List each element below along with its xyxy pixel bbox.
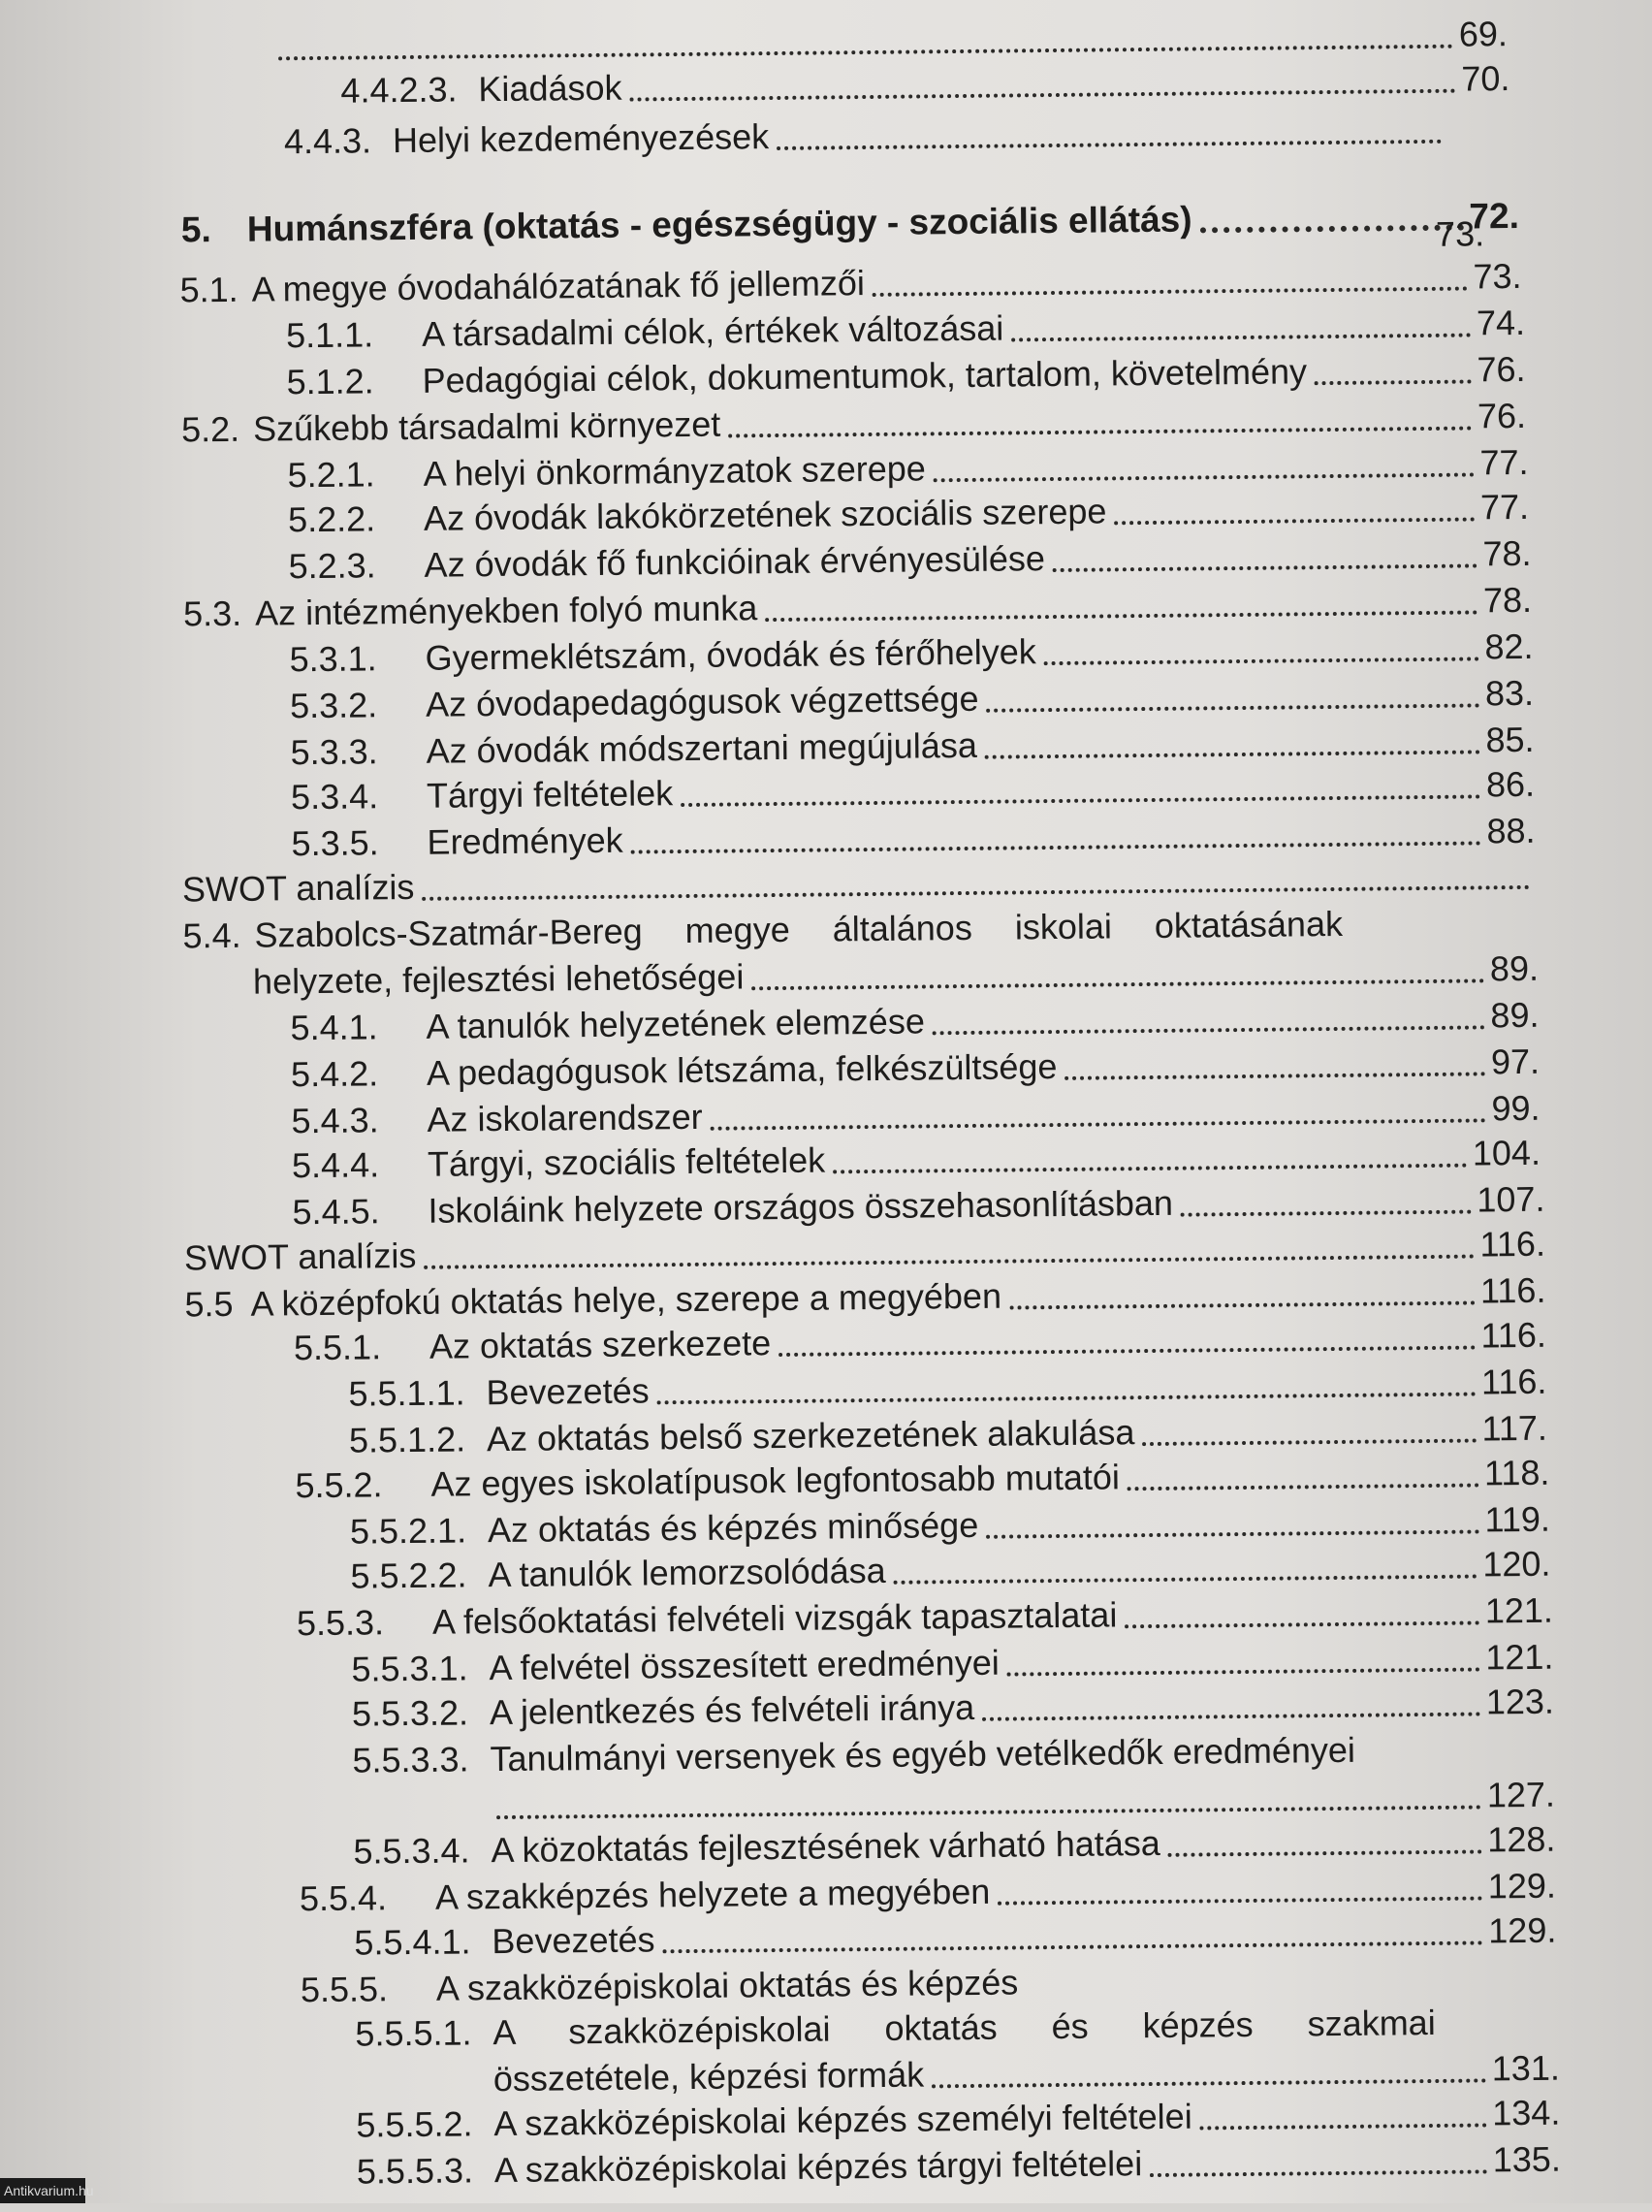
entry-number: 5.1. [179, 269, 238, 310]
entry-title: helyzete, fejlesztési lehetőségei [252, 956, 745, 1002]
entry-title: Eredmények [427, 819, 623, 862]
entry-number: 5.4. [182, 914, 241, 956]
entry-number: 5.5.5. [300, 1969, 389, 2010]
entry-title: Szabolcs-Szatmár-Bereg megye általános iskolai oktatásának [254, 903, 1344, 955]
entry-title: A felsőoktatási felvételi vizsgák tapasztalatai [431, 1594, 1118, 1642]
entry-title: Pedagógiai célok, dokumentumok, tartalom, követelmény [422, 351, 1308, 401]
page-number: 129. [1488, 1909, 1557, 1951]
entry-number: 5.3.5. [291, 822, 379, 864]
page-number: 128. [1487, 1818, 1556, 1860]
entry-number: 5.5.1. [293, 1327, 382, 1368]
entry-title: A helyi önkormányzatok szerepe [423, 448, 927, 494]
entry-number: 5.5.5.3. [356, 2150, 474, 2192]
page-number: 77. [1479, 486, 1530, 528]
entry-number: 5.5.2.2. [350, 1555, 467, 1596]
entry-title: Az óvodapedagógusok végzettsége [425, 678, 979, 724]
page-number: 129. [1487, 1865, 1557, 1907]
entry-number: 5.3.4. [290, 776, 379, 817]
page-number: 99. [1491, 1087, 1541, 1129]
entry-number: 5.4.1. [290, 1007, 378, 1048]
entry-number: 4.4.3. [283, 120, 372, 162]
entry-title: A közoktatás fejlesztésének várható hatása [491, 1822, 1161, 1871]
page-number: 86. [1485, 763, 1536, 805]
page-number: 76. [1477, 348, 1526, 390]
entry-number: 5.5.2. [295, 1464, 383, 1506]
leader-dots [777, 140, 1442, 150]
entry-title: A szakközépiskolai képzés személyi feltételei [493, 2096, 1192, 2144]
entry-title: A megye óvodahálózatának fő jellemzői [251, 263, 866, 309]
page-number: 123. [1485, 1681, 1555, 1722]
entry-title: A tanulók helyzetének elemzése [426, 1001, 926, 1046]
leader-dots [630, 89, 1456, 102]
entry-number: 5.5.3.2. [351, 1692, 469, 1734]
page-number: 117. [1481, 1407, 1548, 1449]
entry-number: 5.5.4.1. [354, 1921, 471, 1963]
entry-title: A középfokú oktatás helye, szerepe a megyében [250, 1275, 1002, 1324]
page-number: 116. [1480, 1314, 1547, 1356]
page-number: 89. [1489, 947, 1540, 989]
page-number: 121. [1484, 1589, 1554, 1631]
entry-title: Az iskolarendszer [427, 1096, 703, 1139]
toc-entry [1436, 205, 1523, 252]
entry-title: A szakközépiskolai oktatás és képzés [435, 1962, 1019, 2008]
entry-title: Az oktatás belső szerkezetének alakulása [486, 1412, 1135, 1459]
page-number: 85. [1485, 719, 1535, 760]
entry-title: Az óvodák módszertani megújulása [426, 724, 978, 771]
entry-number: 5.2.1. [287, 454, 375, 496]
entry-number: 5.5.4. [299, 1877, 388, 1919]
page-number: 70. [1461, 58, 1510, 99]
page-number: 78. [1482, 579, 1533, 621]
entry-title: A jelentkezés és felvételi iránya [489, 1686, 975, 1733]
page-number: 69. [1458, 14, 1509, 54]
entry-number: 5.3. [182, 593, 242, 634]
entry-number: 5.5.5.2. [356, 2103, 473, 2145]
page-number: 77. [1479, 441, 1529, 483]
entry-number: 5.5 [184, 1283, 234, 1325]
entry-title: Kiadások [478, 67, 622, 110]
entry-title: A tanulók lemorzsolódása [488, 1550, 886, 1595]
entry-title: Az oktatás szerkezete [429, 1323, 772, 1366]
page-number: 127. [1486, 1774, 1556, 1815]
leader-dots [1315, 379, 1472, 385]
leader-dots [1114, 517, 1475, 525]
entry-number: 5.1.2. [286, 361, 374, 402]
entry-title: Az óvodák lakókörzetének szociális szerepe [423, 491, 1107, 538]
page-number: 121. [1485, 1636, 1554, 1678]
leader-dots [1200, 225, 1464, 234]
entry-number: 5.5.5.1. [355, 2012, 472, 2054]
entry-number: 4.4.2.3. [340, 69, 458, 111]
entry-title: Humánszféra (oktatás - egészségügy - szociális ellátás) [246, 199, 1192, 249]
leader-dots [1125, 1620, 1479, 1628]
entry-number: 5.1.1. [285, 314, 374, 356]
entry-title: SWOT analízis [183, 1234, 417, 1278]
entry-title: A szakképzés helyzete a megyében [434, 1871, 991, 1917]
entry-title: A pedagógusok létszáma, felkészültsége [426, 1046, 1058, 1093]
entry-number: 5.3.1. [289, 638, 377, 680]
entry-number: 5.4.3. [291, 1100, 379, 1141]
page-number: 89. [1490, 994, 1540, 1036]
leader-dots [1065, 1072, 1486, 1080]
page-number: 134. [1492, 2092, 1561, 2133]
entry-title: Az oktatás és képzés minősége [487, 1504, 979, 1551]
leader-dots [1128, 1483, 1478, 1491]
page-number: 119. [1484, 1498, 1551, 1540]
entry-number: 5.3.2. [289, 685, 378, 726]
page-number: 73. [1473, 255, 1522, 297]
page-number: 116. [1480, 1361, 1547, 1402]
entry-title: A szakközépiskolai oktatás és képzés szakmai [492, 2002, 1436, 2053]
leader-dots [1053, 563, 1477, 572]
entry-title: A felvétel összesített eredményei [489, 1642, 1000, 1688]
entry-title: Gyermeklétszám, óvodák és férőhelyek [425, 631, 1037, 678]
entry-title: Helyi kezdeményezések [392, 116, 770, 161]
entry-title: Az intézményekben folyó munka [254, 588, 758, 633]
entry-title: SWOT analízis [181, 866, 415, 910]
entry-title: Tárgyi, szociális feltételek [427, 1139, 826, 1184]
entry-number: 5.5.3.4. [353, 1830, 470, 1872]
page-number: 116. [1479, 1269, 1546, 1311]
leader-dots [1044, 657, 1479, 665]
toc-chapter [180, 187, 1520, 250]
entry-number: 5.5.3.3. [352, 1739, 469, 1780]
entry-number: 5.4.5. [292, 1191, 380, 1233]
leader-dots [1200, 2123, 1487, 2130]
page-number: 120. [1482, 1543, 1551, 1585]
entry-number: 5.5.1.2. [348, 1419, 466, 1460]
page-number: 116. [1479, 1223, 1546, 1265]
page-number: 72. [1469, 195, 1520, 237]
entry-title: Iskoláink helyzete országos összehasonlításban [428, 1182, 1174, 1231]
entry-title: A társadalmi célok, értékek változásai [421, 307, 1004, 354]
entry-number: 5.4.2. [290, 1053, 379, 1095]
page-number: 83. [1484, 672, 1535, 714]
entry-number: 5.3.3. [290, 731, 378, 773]
entry-title: Bevezetés [492, 1919, 655, 1962]
page-number: 82. [1484, 625, 1534, 667]
entry-number: 5.5.3. [296, 1602, 385, 1644]
entry-title: összetétele, képzési formák [492, 2054, 925, 2100]
entry-number: 5.5.2.1. [349, 1510, 467, 1552]
entry-title: Szűkebb társadalmi környezet [252, 403, 721, 449]
entry-title: Bevezetés [486, 1370, 650, 1413]
page-number: 135. [1492, 2138, 1562, 2180]
leader-dots [1011, 333, 1471, 341]
page-number: 76. [1477, 395, 1527, 436]
entry-number: 5.5.1.1. [348, 1372, 465, 1414]
page-number: 104. [1472, 1132, 1541, 1173]
entry-number: 5.2. [180, 408, 240, 450]
page-number: 131. [1491, 2047, 1561, 2089]
page-number: 118. [1483, 1452, 1550, 1493]
entry-title: Tárgyi feltételek [426, 773, 674, 816]
entry-title: Az egyes iskolatípusok legfontosabb mutatói [430, 1457, 1121, 1504]
page-number: 78. [1482, 532, 1532, 574]
entry-number: 5.5.3.1. [351, 1648, 468, 1689]
entry-number: 5. [180, 209, 211, 250]
toc-entry [284, 101, 1447, 160]
entry-number: 5.2.2. [287, 498, 376, 540]
leader-dots [1168, 1849, 1482, 1856]
entry-title: A szakközépiskolai képzés tárgyi feltételei [493, 2143, 1143, 2191]
page-number: 88. [1486, 810, 1536, 851]
entry-title: Az óvodák fő funkcióinak érvényesülése [424, 538, 1046, 585]
entry-title: Tanulmányi versenyek és egyéb vetélkedők eredményei [490, 1729, 1356, 1779]
page-number: 74. [1476, 302, 1526, 343]
page-number: 97. [1490, 1041, 1541, 1082]
page-number: 107. [1477, 1178, 1545, 1220]
leader-dots [1150, 2169, 1487, 2177]
page-number: 73. [1435, 213, 1485, 254]
entry-number: 5.2.3. [288, 545, 376, 587]
entry-number: 5.4.4. [291, 1144, 380, 1186]
leader-dots [663, 1940, 1483, 1953]
watermark-label: Antikvarium.hu [0, 2178, 85, 2203]
